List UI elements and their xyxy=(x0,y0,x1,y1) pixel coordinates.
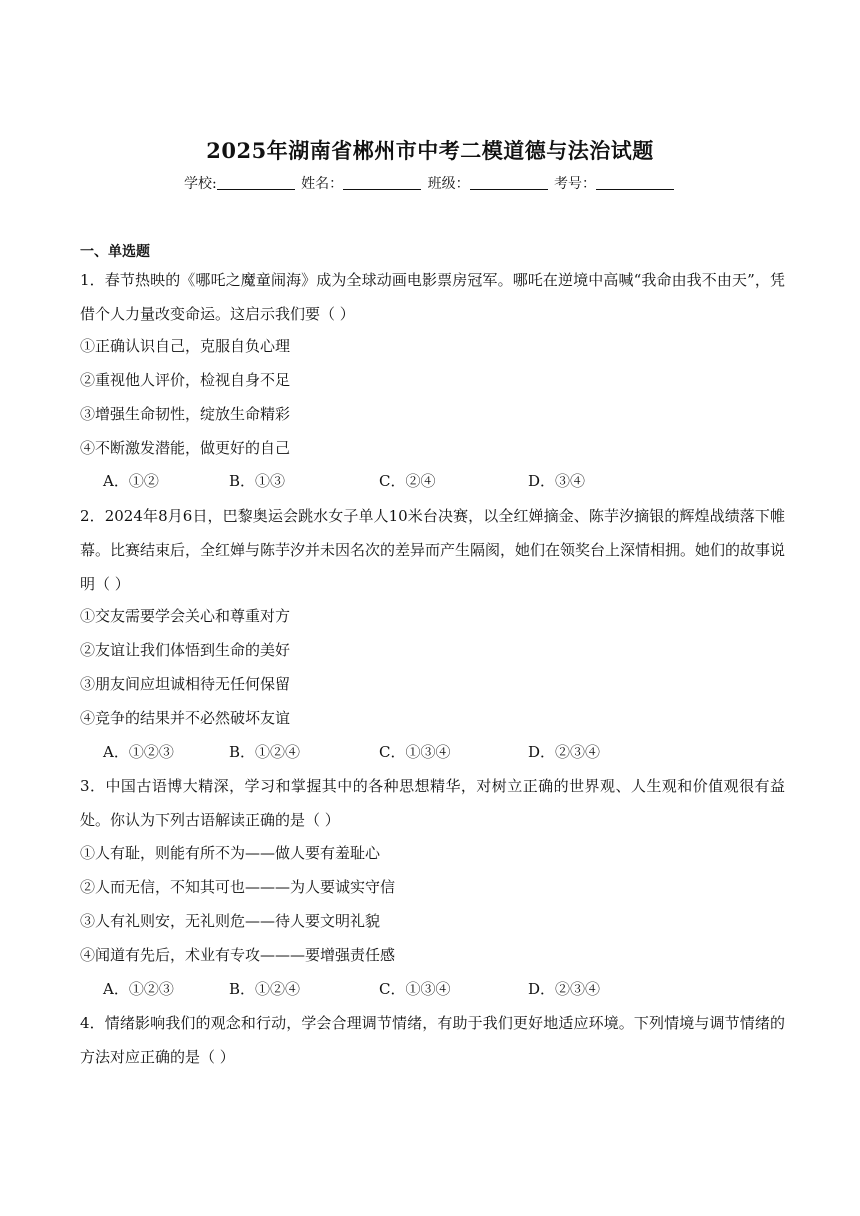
question-3-choice-d[interactable]: D．②③④ xyxy=(528,980,601,998)
class-blank[interactable] xyxy=(470,175,548,190)
question-2-option-3: ③朋友间应坦诚相待无任何保留 xyxy=(80,675,291,693)
question-2-choice-a[interactable]: A．①②③ xyxy=(103,743,174,761)
question-3-option-3: ③人有礼则安，无礼则危——待人要文明礼貌 xyxy=(80,912,381,930)
question-2-choice-d[interactable]: D．②③④ xyxy=(528,743,601,761)
school-blank[interactable] xyxy=(217,175,295,190)
question-3-choice-b[interactable]: B．①②④ xyxy=(229,980,301,998)
question-4-text: 4．情绪影响我们的观念和行动，学会合理调节情绪，有助于我们更好地适应环境。下列情境与调节情绪的方法对应正确的是（ ） xyxy=(80,1014,785,1066)
question-3-option-1: ①人有耻，则能有所不为——做人要有羞耻心 xyxy=(80,844,381,862)
name-label: 姓名： xyxy=(301,176,344,192)
question-1-option-4: ④不断激发潜能，做更好的自己 xyxy=(80,439,291,457)
question-1-option-2: ②重视他人评价，检视自身不足 xyxy=(80,371,291,389)
question-2-choice-c[interactable]: C．①③④ xyxy=(379,743,451,761)
question-1-choice-c[interactable]: C．②④ xyxy=(379,472,436,490)
name-blank[interactable] xyxy=(343,175,421,190)
question-2-option-4: ④竞争的结果并不必然破坏友谊 xyxy=(80,709,291,727)
question-3-option-4: ④闻道有先后，术业有专攻———要增强责任感 xyxy=(80,946,396,964)
question-1-choices xyxy=(103,471,803,491)
question-1-choice-d[interactable]: D．③④ xyxy=(528,472,586,490)
question-2-option-2: ②友谊让我们体悟到生命的美好 xyxy=(80,641,291,659)
question-1-option-3: ③增强生命韧性，绽放生命精彩 xyxy=(80,405,291,423)
question-1-option-1: ①正确认识自己，克服自负心理 xyxy=(80,337,291,355)
exam-number-label: 考号： xyxy=(554,176,597,192)
exam-number-blank[interactable] xyxy=(596,175,674,190)
question-1-choice-a[interactable]: A．①② xyxy=(103,472,159,490)
school-label: 学校: xyxy=(183,176,217,192)
question-3-text: 3．中国古语博大精深，学习和掌握其中的各种思想精华，对树立正确的世界观、人生观和价值观很有益处。你认为下列古语解读正确的是（ ） xyxy=(80,777,785,829)
question-2-text: 2．2024年8月6日，巴黎奥运会跳水女子单人10米台决赛，以全红婵摘金、陈芋汐摘银的辉煌战绩落下帷幕。比赛结束后，全红婵与陈芋汐并未因名次的差异而产生隔阂，她们在领奖台上深情相拥。她们的故事说明（ ） xyxy=(80,507,786,593)
section-heading: 一、单选题 xyxy=(80,244,150,260)
question-3-choice-c[interactable]: C．①③④ xyxy=(379,980,451,998)
question-1-choice-b[interactable]: B．①③ xyxy=(229,472,286,490)
student-info-line xyxy=(0,173,860,193)
question-3-choices xyxy=(103,979,803,999)
question-3-choice-a[interactable]: A．①②③ xyxy=(103,980,174,998)
page-title: 2025年湖南省郴州市中考二模道德与法治试题 xyxy=(206,138,654,163)
question-2-choices xyxy=(103,742,803,762)
class-label: 班级： xyxy=(427,176,470,192)
question-1-text: 1．春节热映的《哪吒之魔童闹海》成为全球动画电影票房冠军。哪吒在逆境中高喊“我命由我不由天”，凭借个人力量改变命运。这启示我们要（ ） xyxy=(80,271,785,323)
question-2-option-1: ①交友需要学会关心和尊重对方 xyxy=(80,607,291,625)
question-3-option-2: ②人而无信，不知其可也———为人要诚实守信 xyxy=(80,878,396,896)
question-2-choice-b[interactable]: B．①②④ xyxy=(229,743,301,761)
